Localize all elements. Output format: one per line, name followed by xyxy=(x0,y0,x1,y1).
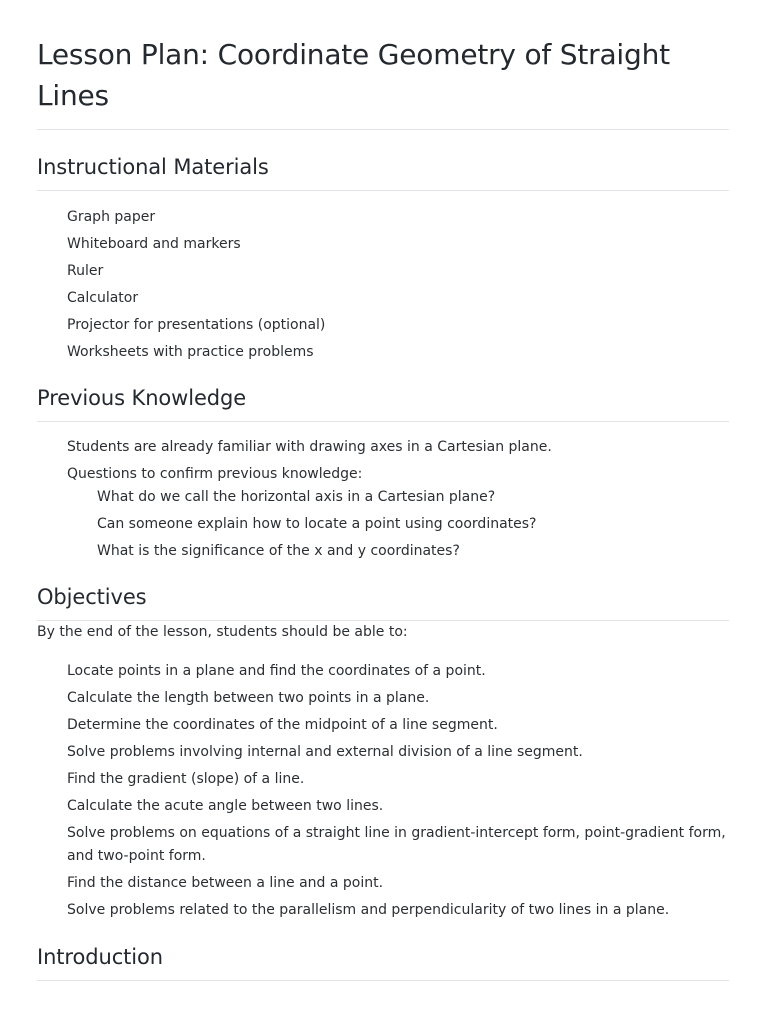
section-heading-materials: Instructional Materials xyxy=(37,154,729,191)
list-item: Calculate the length between two points in a plane. xyxy=(67,690,430,706)
list-item: Worksheets with practice problems xyxy=(67,344,314,360)
list-item: Calculate the acute angle between two lines. xyxy=(67,798,384,814)
section-heading-objectives: Objectives xyxy=(37,584,729,621)
section-previous-knowledge xyxy=(37,385,729,563)
list-item: Ruler xyxy=(67,263,104,279)
objectives-list xyxy=(37,660,729,922)
list-item: Solve problems related to the parallelism and perpendicularity of two lines in a plane. xyxy=(67,902,670,918)
objectives-intro: By the end of the lesson, students should be able to: xyxy=(37,624,408,640)
list-item: Solve problems involving internal and external division of a line segment. xyxy=(67,744,583,760)
list-item: Graph paper xyxy=(67,209,156,225)
list-item-label: Questions to confirm previous knowledge: xyxy=(67,466,363,482)
list-item-with-subitems xyxy=(67,463,729,563)
section-instructional-materials xyxy=(37,154,729,364)
materials-list xyxy=(37,206,729,364)
list-item: Students are already familiar with drawing axes in a Cartesian plane. xyxy=(67,439,552,455)
page-title: Lesson Plan: Coordinate Geometry of Straight Lines xyxy=(37,34,729,130)
list-item: Whiteboard and markers xyxy=(67,236,241,252)
questions-list xyxy=(67,486,729,563)
list-item: Solve problems on equations of a straight line in gradient-intercept form, point-gradient form, and two-point form. xyxy=(67,825,726,864)
list-item: Find the gradient (slope) of a line. xyxy=(67,771,305,787)
document-page xyxy=(37,0,729,981)
list-item: Determine the coordinates of the midpoint of a line segment. xyxy=(67,717,498,733)
section-introduction xyxy=(37,944,729,981)
section-objectives xyxy=(37,584,729,922)
list-item: Calculator xyxy=(67,290,139,306)
list-item: Locate points in a plane and find the coordinates of a point. xyxy=(67,663,486,679)
question-item: Can someone explain how to locate a point using coordinates? xyxy=(97,516,537,532)
list-item: Find the distance between a line and a point. xyxy=(67,875,384,891)
question-item: What do we call the horizontal axis in a Cartesian plane? xyxy=(97,489,496,505)
question-item: What is the significance of the x and y coordinates? xyxy=(97,543,460,559)
list-item: Projector for presentations (optional) xyxy=(67,317,326,333)
previous-knowledge-list xyxy=(37,436,729,563)
section-heading-previous-knowledge: Previous Knowledge xyxy=(37,385,729,422)
section-heading-introduction: Introduction xyxy=(37,944,729,981)
